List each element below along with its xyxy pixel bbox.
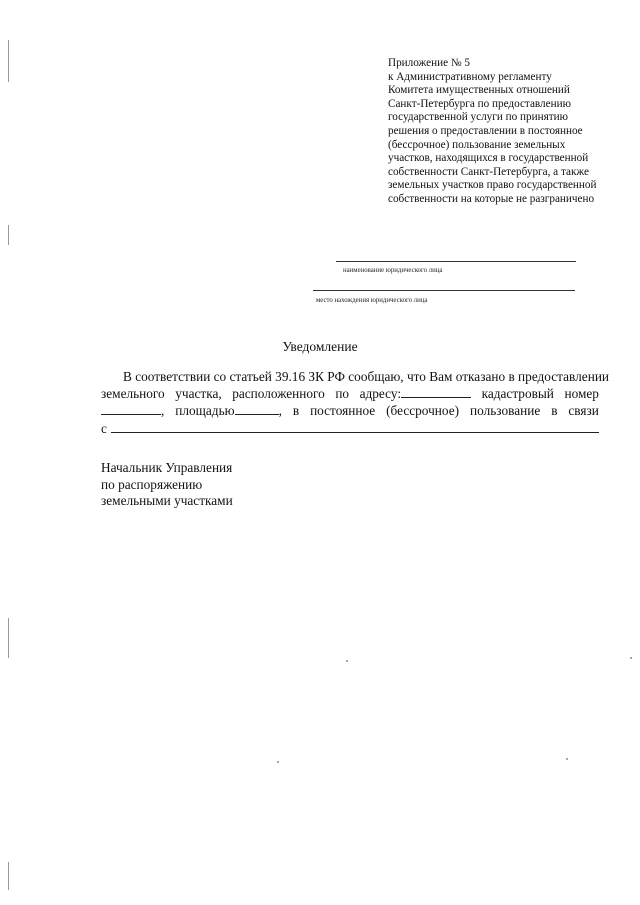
notice-text: , bbox=[278, 403, 282, 419]
notice-text: земельного bbox=[101, 386, 165, 402]
appendix-line: Санкт-Петербурга по предоставлению bbox=[388, 97, 571, 110]
area-blank bbox=[235, 403, 279, 415]
recipient-location-line bbox=[313, 290, 575, 291]
recipient-location-caption: место нахождения юридического лица bbox=[316, 297, 428, 304]
recipient-name-line bbox=[336, 261, 576, 262]
appendix-header bbox=[388, 57, 618, 207]
scan-dot bbox=[277, 761, 279, 763]
scan-margin-mark bbox=[8, 618, 9, 658]
notice-text: расположенного bbox=[232, 386, 325, 402]
cadastral-number-blank bbox=[101, 403, 161, 415]
scan-margin-mark bbox=[8, 862, 9, 890]
notice-text: (бессрочное) bbox=[386, 403, 460, 419]
scan-dot bbox=[630, 657, 632, 659]
notice-line-2 bbox=[101, 385, 599, 402]
appendix-line: государственной услуги по принятию bbox=[388, 111, 568, 124]
notice-text: в bbox=[292, 403, 300, 419]
scan-margin-mark bbox=[8, 225, 9, 245]
reason-blank bbox=[111, 421, 599, 433]
address-blank bbox=[401, 386, 471, 398]
recipient-name-caption: наименование юридического лица bbox=[343, 267, 443, 274]
signature-line: земельными участками bbox=[101, 493, 233, 508]
scan-dot bbox=[566, 758, 568, 760]
address-group bbox=[360, 385, 471, 402]
appendix-line: решения о предоставлении в постоянное bbox=[388, 124, 583, 137]
notice-text: участка, bbox=[175, 386, 222, 402]
notice-text: пользование bbox=[469, 403, 541, 419]
scan-dot bbox=[346, 660, 348, 662]
notice-text: с bbox=[101, 420, 107, 436]
notice-text: в bbox=[551, 403, 558, 419]
appendix-line: Приложение № 5 bbox=[388, 57, 470, 69]
notice-text: адресу: bbox=[359, 386, 402, 402]
appendix-line: Комитета имущественных отношений bbox=[388, 84, 570, 97]
signature-block bbox=[101, 460, 233, 510]
notice-text: , bbox=[161, 403, 165, 419]
notice-body bbox=[101, 368, 610, 437]
area-group bbox=[175, 402, 282, 419]
cadastral-group bbox=[101, 402, 164, 419]
appendix-line: собственности на которые не разграничено bbox=[388, 192, 595, 205]
notice-text: по bbox=[335, 386, 350, 402]
notice-text: связи bbox=[568, 403, 599, 419]
appendix-line: земельных участков право государственной bbox=[388, 179, 597, 192]
notice-text: кадастровый bbox=[481, 386, 554, 402]
scan-margin-mark bbox=[8, 40, 9, 82]
notice-text: площадью bbox=[175, 403, 235, 419]
notice-title: Уведомление bbox=[282, 339, 358, 354]
signature-line: по распоряжению bbox=[101, 476, 203, 492]
notice-text: В соответствии со статьей 39.16 ЗК РФ сообщаю, что Вам отказано в предоставлении bbox=[123, 369, 610, 384]
signature-line: Начальник Управления bbox=[101, 460, 233, 475]
notice-line-3 bbox=[101, 402, 599, 419]
notice-text: номер bbox=[564, 386, 599, 402]
appendix-line: к Административному регламенту bbox=[388, 70, 552, 83]
appendix-line: участков, находящихся в государственной bbox=[388, 152, 589, 165]
appendix-line: собственности Санкт-Петербурга, а также bbox=[388, 165, 589, 178]
notice-line-4 bbox=[101, 420, 599, 437]
notice-text: постоянное bbox=[310, 403, 376, 419]
appendix-line: (бессрочное) пользование земельных bbox=[388, 138, 566, 151]
notice-line-1 bbox=[101, 368, 610, 385]
